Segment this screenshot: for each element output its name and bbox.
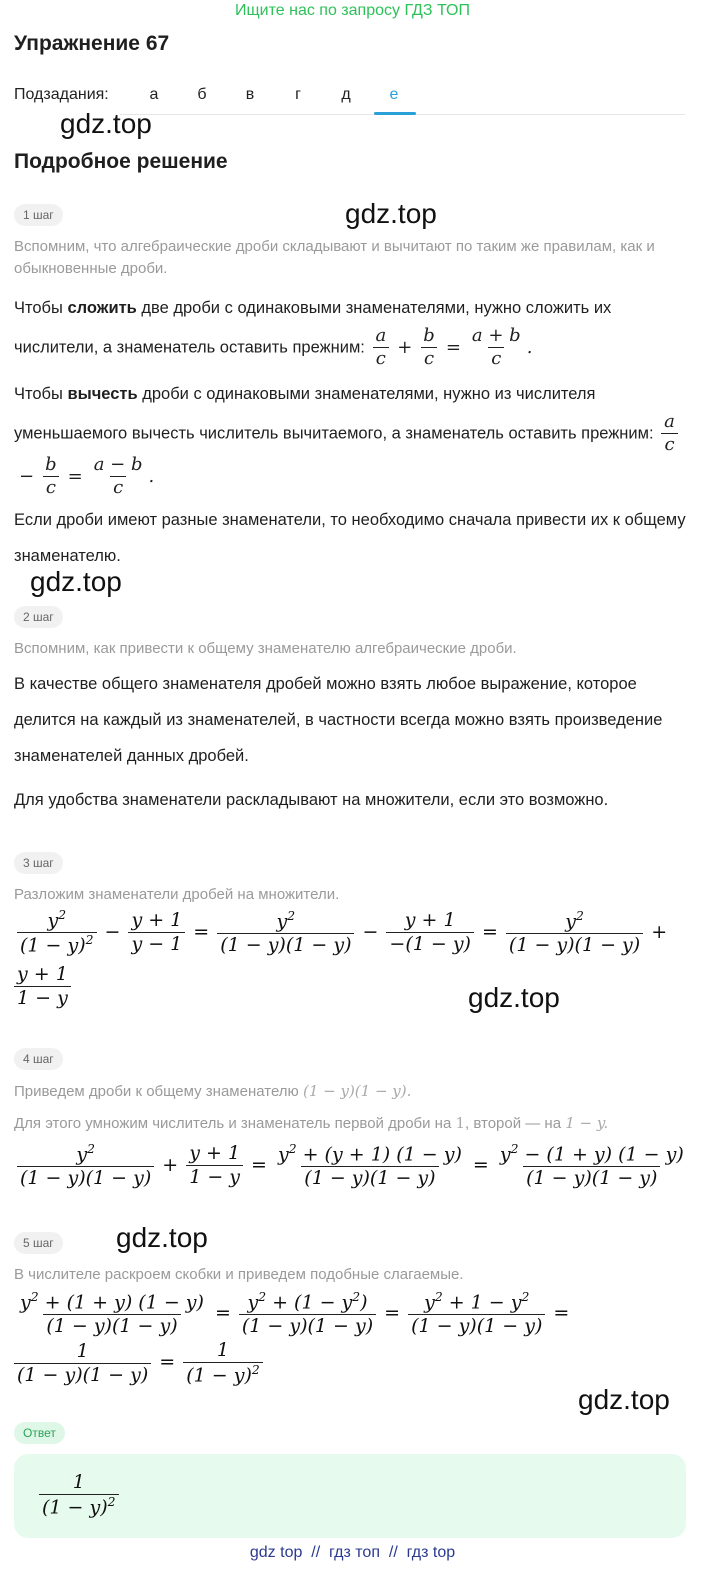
factorization-equation-continued: $\frac{y + 1}{1 - y}$ <box>14 964 74 1010</box>
step-badge: 1 шаг <box>14 204 63 226</box>
watermark: gdz.top <box>468 982 560 1013</box>
step-hint: Вспомним, что алгебраические дроби складывают и вычитают по таким же правилам, как и обыкновенные дроби. <box>14 238 655 277</box>
answer-badge: Ответ <box>14 1422 65 1444</box>
step-hint: Разложим знаменатели дробей на множители. <box>14 886 340 903</box>
simplification-equation-continued: $\frac{1}{(1 - y)(1 - y)}$ = $\frac{1}{(1 - y)^2}$ <box>14 1340 266 1387</box>
step-hint: Вспомним, как привести к общему знаменателю алгебраические дроби. <box>14 640 517 657</box>
step-paragraph: Если дроби имеют разные знаменатели, то необходимо сначала привести их к общему знаменателю. <box>14 511 686 565</box>
factorization-equation: $\frac{y^2}{(1 - y)^2}$ − $\frac{y + 1}{y - 1}$ = $\frac{y^2}{(1 - y)(1 - y)}$ − $\frac{y + 1}{-(1 - y)}$ = $\frac{y^2}{(1 - y)(1 - y)}$ + <box>14 908 672 957</box>
watermark: gdz.top <box>116 1222 208 1253</box>
subtraction-rule-formula: $\frac{a}{c}$ − $\frac{b}{c}$ = $\frac{a - b}{c}$ . <box>14 423 681 487</box>
answer-box <box>14 1454 686 1538</box>
watermark: gdz.top <box>30 566 122 597</box>
subtask-tab-d[interactable]: д <box>341 86 351 103</box>
solution-heading: Подробное решение <box>14 150 228 173</box>
subtasks-label: Подзадания: <box>14 86 109 103</box>
footer-links[interactable]: gdz top // гдз топ // гдз top <box>249 1544 456 1561</box>
step-paragraph: Чтобы вычесть дроби с одинаковыми знаменателями, нужно из числителя уменьшаемого вычесть числитель вычитаемого, а знаменатель оставить прежним: $\frac{a}{c}$ − $\frac{b}{c}$ = $\frac{a - b}{c}$ . <box>14 376 690 499</box>
step-paragraph: Чтобы сложить две дроби с одинаковыми знаменателями, нужно сложить их числители, а знаменатель оставить прежним: $\frac{a}{c}$ + $\frac{b}{c}$ = $\frac{a + b}{c}$ . <box>14 299 612 369</box>
addition-rule-formula: $\frac{a}{c}$ + $\frac{b}{c}$ = $\frac{a + b}{c}$ . <box>369 337 532 358</box>
step-paragraph: В качестве общего знаменателя дробей можно взять любое выражение, которое делится на каждый из знаменателей, в частности всегда можно взять произведение знаменателей данных дробей. <box>14 675 663 765</box>
simplification-equation: $\frac{y^2 + (1 + y) (1 - y)}{(1 - y)(1 - y)}$ = $\frac{y^2 + (1 - y^2)}{(1 - y)(1 - y)}$ = $\frac{y^2 + 1 - y^2}{(1 - y)(1 - y)}$ = <box>20 1290 570 1338</box>
watermark: gdz.top <box>578 1384 670 1415</box>
common-denominator-equation: $\frac{y^2}{(1 - y)(1 - y)}$ + $\frac{y + 1}{1 - y}$ = $\frac{y^2 + (y + 1) (1 - y)}{(1 - y)(1 - y)}$ = $\frac{y^2 - (1 + y) (1 - y)}{(1 - y)(1 - y)}$ <box>14 1142 690 1190</box>
step-paragraph: Для удобства знаменатели раскладывают на множители, если это возможно. <box>14 791 609 809</box>
step-badge: 4 шаг <box>14 1048 63 1070</box>
subtask-tab-v[interactable]: в <box>245 86 255 103</box>
search-banner[interactable]: Ищите нас по запросу ГДЗ ТОП <box>235 2 470 19</box>
page-title: Упражнение 67 <box>14 32 170 55</box>
subtask-tab-g[interactable]: г <box>295 86 301 103</box>
subtask-tab-b[interactable]: б <box>197 86 207 103</box>
step-hint: Для этого умножим числитель и знаменатель первой дроби на 1, второй — на 1 − y. <box>14 1114 609 1132</box>
step-badge: 5 шаг <box>14 1232 63 1254</box>
step-hint: В числителе раскроем скобки и приведем подобные слагаемые. <box>14 1266 464 1283</box>
watermark: gdz.top <box>60 108 152 139</box>
answer-formula: $\frac{1}{(1 - y)^2}$ <box>36 1472 122 1519</box>
subtask-tab-a[interactable]: а <box>149 86 159 103</box>
subtask-tab-e[interactable]: е <box>389 86 399 103</box>
step-badge: 2 шаг <box>14 606 63 628</box>
active-tab-underline <box>374 112 416 115</box>
step-hint: Приведем дроби к общему знаменателю (1 − y)(1 − y). <box>14 1082 412 1100</box>
watermark: gdz.top <box>345 198 437 229</box>
step-badge: 3 шаг <box>14 852 63 874</box>
